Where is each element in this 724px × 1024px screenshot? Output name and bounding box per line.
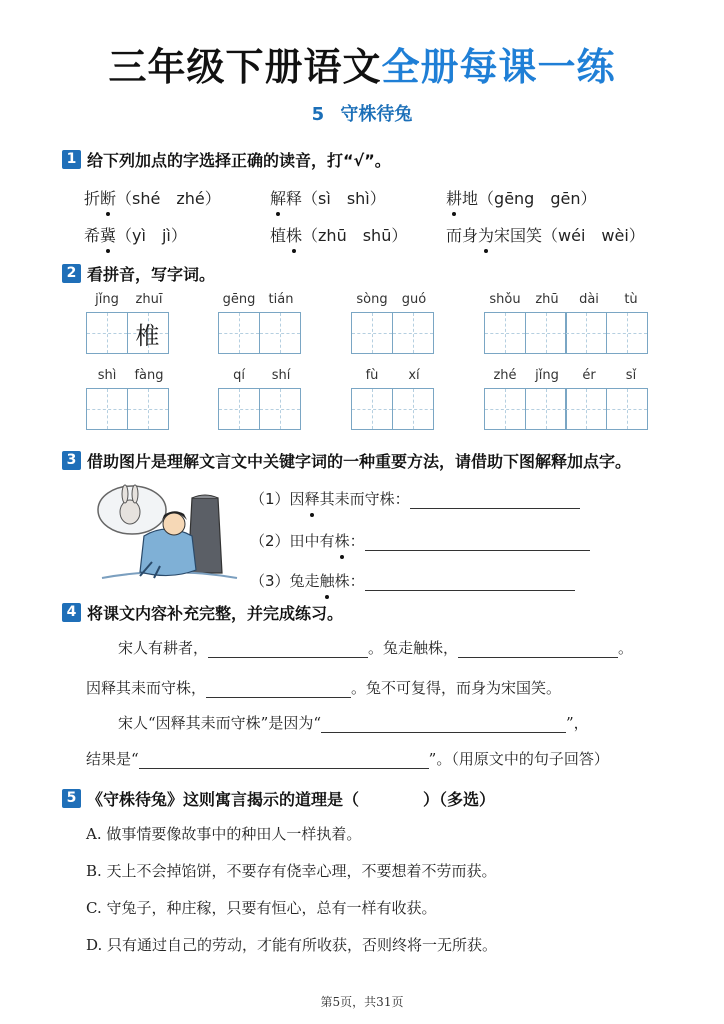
writing-cell[interactable] [351, 312, 393, 354]
q3-item-2: （2） 田中有 株 ： [250, 530, 590, 551]
q2-word-1: jǐng zhuī 椎 [86, 292, 170, 354]
writing-cell[interactable] [525, 388, 567, 430]
q1-item-2: 解释（sì shì） [270, 189, 386, 208]
lesson-heading [0, 100, 724, 126]
question-number-badge: 1 [62, 150, 81, 169]
answer-line[interactable] [321, 717, 566, 733]
q5-option-c[interactable]: C. 守兔子，种庄稼，只要有恒心，总有一样有收获。 [86, 899, 437, 917]
writing-cell[interactable] [606, 388, 648, 430]
question-1-heading [62, 148, 391, 171]
answer-line[interactable] [365, 535, 590, 551]
page-number: 第5页，共31页 [320, 995, 404, 1009]
q1-item-4: 希冀（yì jì） [84, 226, 187, 245]
writing-cell[interactable] [218, 388, 260, 430]
writing-cell[interactable] [86, 312, 128, 354]
answer-line[interactable] [208, 642, 368, 658]
pronunciation-options[interactable]: （yì jì） [116, 226, 187, 245]
writing-cell[interactable] [484, 312, 526, 354]
question-3-heading [62, 449, 631, 472]
q3-item-1: （1） 因 释 其耒而守株： [250, 488, 580, 509]
q1-item-5: 植株（zhū shū） [270, 226, 408, 245]
writing-cell[interactable] [86, 388, 128, 430]
pronunciation-options[interactable]: （sì shì） [302, 189, 386, 208]
q5-option-a[interactable]: A. 做事情要像故事中的种田人一样执着。 [86, 825, 362, 843]
answer-line[interactable] [365, 575, 575, 591]
writing-cell[interactable] [127, 388, 169, 430]
writing-cell[interactable] [259, 388, 301, 430]
answer-line[interactable] [458, 642, 618, 658]
writing-cell[interactable] [606, 312, 648, 354]
q2-word-7: fù xí [351, 368, 435, 430]
question-number-badge: 3 [62, 451, 81, 470]
q2-word-6: qí shí [218, 368, 302, 430]
story-illustration [92, 478, 242, 588]
q4-line-3: 宋人“因释其耒而守株”是因为“ ”， [118, 714, 589, 732]
writing-cell[interactable] [259, 312, 301, 354]
q2-word-8: zhé jǐng ér sǐ [484, 368, 652, 430]
q2-word-3: sòng guó [351, 292, 435, 354]
writing-cell[interactable] [565, 388, 607, 430]
question-prompt: 看拼音，写字词。 [87, 265, 216, 284]
question-4-heading [62, 601, 343, 624]
q1-item-1: 折断（shé zhé） [84, 189, 221, 208]
lesson-title: 守株待兔 [340, 104, 413, 125]
question-5-heading [62, 787, 495, 810]
answer-line[interactable] [410, 493, 580, 509]
q2-word-4: shǒu zhū dài tù [484, 292, 652, 354]
pronunciation-options[interactable]: （wéi wèi） [542, 226, 645, 245]
q4-line-2: 因释其耒而守株， 。兔不可复得，而身为宋国笑。 [86, 679, 562, 697]
question-prompt: 《守株待兔》这则寓言揭示的道理是（ ）（多选） [87, 790, 496, 809]
q4-line-4: 结果是“ ”。（用原文中的句子回答） [86, 750, 609, 768]
q3-item-3: （3） 兔走 触 株： [250, 570, 575, 591]
writing-cell[interactable] [392, 388, 434, 430]
writing-cell[interactable] [484, 388, 526, 430]
question-2-heading [62, 262, 215, 285]
q1-item-6: 而身为宋国笑（wéi wèi） [446, 226, 645, 245]
q5-option-d[interactable]: D. 只有通过自己的劳动，才能有所收获，否则终将一无所获。 [86, 936, 498, 954]
question-number-badge: 5 [62, 789, 81, 808]
answer-line[interactable] [139, 753, 429, 769]
q2-word-2: gēng tián [218, 292, 302, 354]
question-number-badge: 2 [62, 264, 81, 283]
title-grade: 三年级下册语文 [108, 44, 382, 89]
question-number-badge: 4 [62, 603, 81, 622]
answer-line[interactable] [206, 682, 351, 698]
pronunciation-options[interactable]: （shé zhé） [116, 189, 221, 208]
question-prompt: 将课文内容补充完整，并完成练习。 [87, 604, 344, 623]
pronunciation-options[interactable]: （zhū shū） [302, 226, 408, 245]
q5-option-b[interactable]: B. 天上不会掉馅饼，不要存有侥幸心理，不要想着不劳而获。 [86, 862, 497, 880]
writing-cell[interactable] [218, 312, 260, 354]
writing-cell[interactable]: 椎 [127, 312, 169, 354]
writing-cell[interactable] [351, 388, 393, 430]
q1-item-3: 耕地（gēng gēn） [446, 189, 597, 208]
pronunciation-options[interactable]: （gēng gēn） [478, 189, 597, 208]
page-title [0, 36, 724, 91]
writing-cell[interactable] [525, 312, 567, 354]
q2-word-5: shì fàng [86, 368, 170, 430]
q4-line-1: 宋人有耕者， 。兔走触株， 。 [118, 639, 634, 657]
question-prompt: 借助图片是理解文言文中关键字词的一种重要方法，请借助下图解释加点字。 [87, 452, 632, 471]
writing-cell[interactable] [392, 312, 434, 354]
writing-cell[interactable] [565, 312, 607, 354]
question-prompt: 给下列加点的字选择正确的读音，打“√”。 [87, 151, 391, 170]
title-series: 全册每课一练 [381, 45, 616, 89]
lesson-number: 5 [311, 104, 325, 125]
